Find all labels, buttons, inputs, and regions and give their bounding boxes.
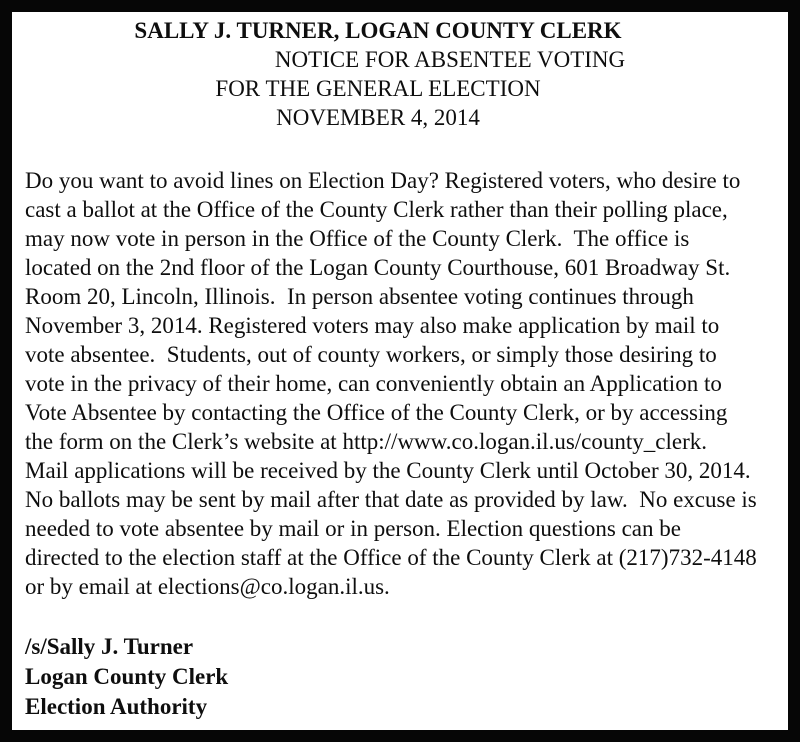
body-line: cast a ballot at the Office of the County Clerk rather than their polling place, — [25, 197, 728, 222]
body-line: Vote Absentee by contacting the Office of the County Clerk, or by accessing — [25, 400, 728, 425]
body-line: vote absentee. Students, out of county workers, or simply those desiring to — [25, 342, 717, 367]
header-notice-title: NOTICE FOR ABSENTEE VOTING — [274, 47, 626, 72]
body-line: Do you want to avoid lines on Election Day? Registered voters, who desire to — [25, 168, 741, 193]
header-election-date: NOVEMBER 4, 2014 — [276, 105, 480, 130]
body-line: vote in the privacy of their home, can conveniently obtain an Application to — [25, 371, 722, 396]
body-line: Room 20, Lincoln, Illinois. In person absentee voting continues through — [25, 284, 694, 309]
body-line: Mail applications will be received by the County Clerk until October 30, 2014. — [25, 458, 751, 483]
header-election-title: FOR THE GENERAL ELECTION — [215, 76, 541, 101]
body-line: the form on the Clerk’s website at http://www.co.logan.il.us/county_clerk. — [25, 429, 707, 454]
body-line: November 3, 2014. Registered voters may also make application by mail to — [25, 313, 720, 338]
signature-authority: Election Authority — [25, 694, 208, 719]
signature-block — [25, 632, 788, 722]
body-line: needed to vote absentee by mail or in person. Election questions can be — [25, 516, 681, 541]
body-line: may now vote in person in the Office of the County Clerk. The office is — [25, 226, 690, 251]
body-line: directed to the election staff at the Office of the County Clerk at (217)732-4148 — [25, 545, 757, 570]
header-clerk-name: SALLY J. TURNER, LOGAN COUNTY CLERK — [134, 18, 622, 43]
signature-name: /s/Sally J. Turner — [25, 634, 194, 659]
notice-body — [25, 166, 776, 601]
body-line: or by email at elections@co.logan.il.us. — [25, 574, 390, 599]
document-header — [12, 16, 744, 132]
body-line: located on the 2nd floor of the Logan County Courthouse, 601 Broadway St. — [25, 255, 731, 280]
body-line: No ballots may be sent by mail after that date as provided by law. No excuse is — [25, 487, 757, 512]
signature-title: Logan County Clerk — [25, 664, 229, 689]
